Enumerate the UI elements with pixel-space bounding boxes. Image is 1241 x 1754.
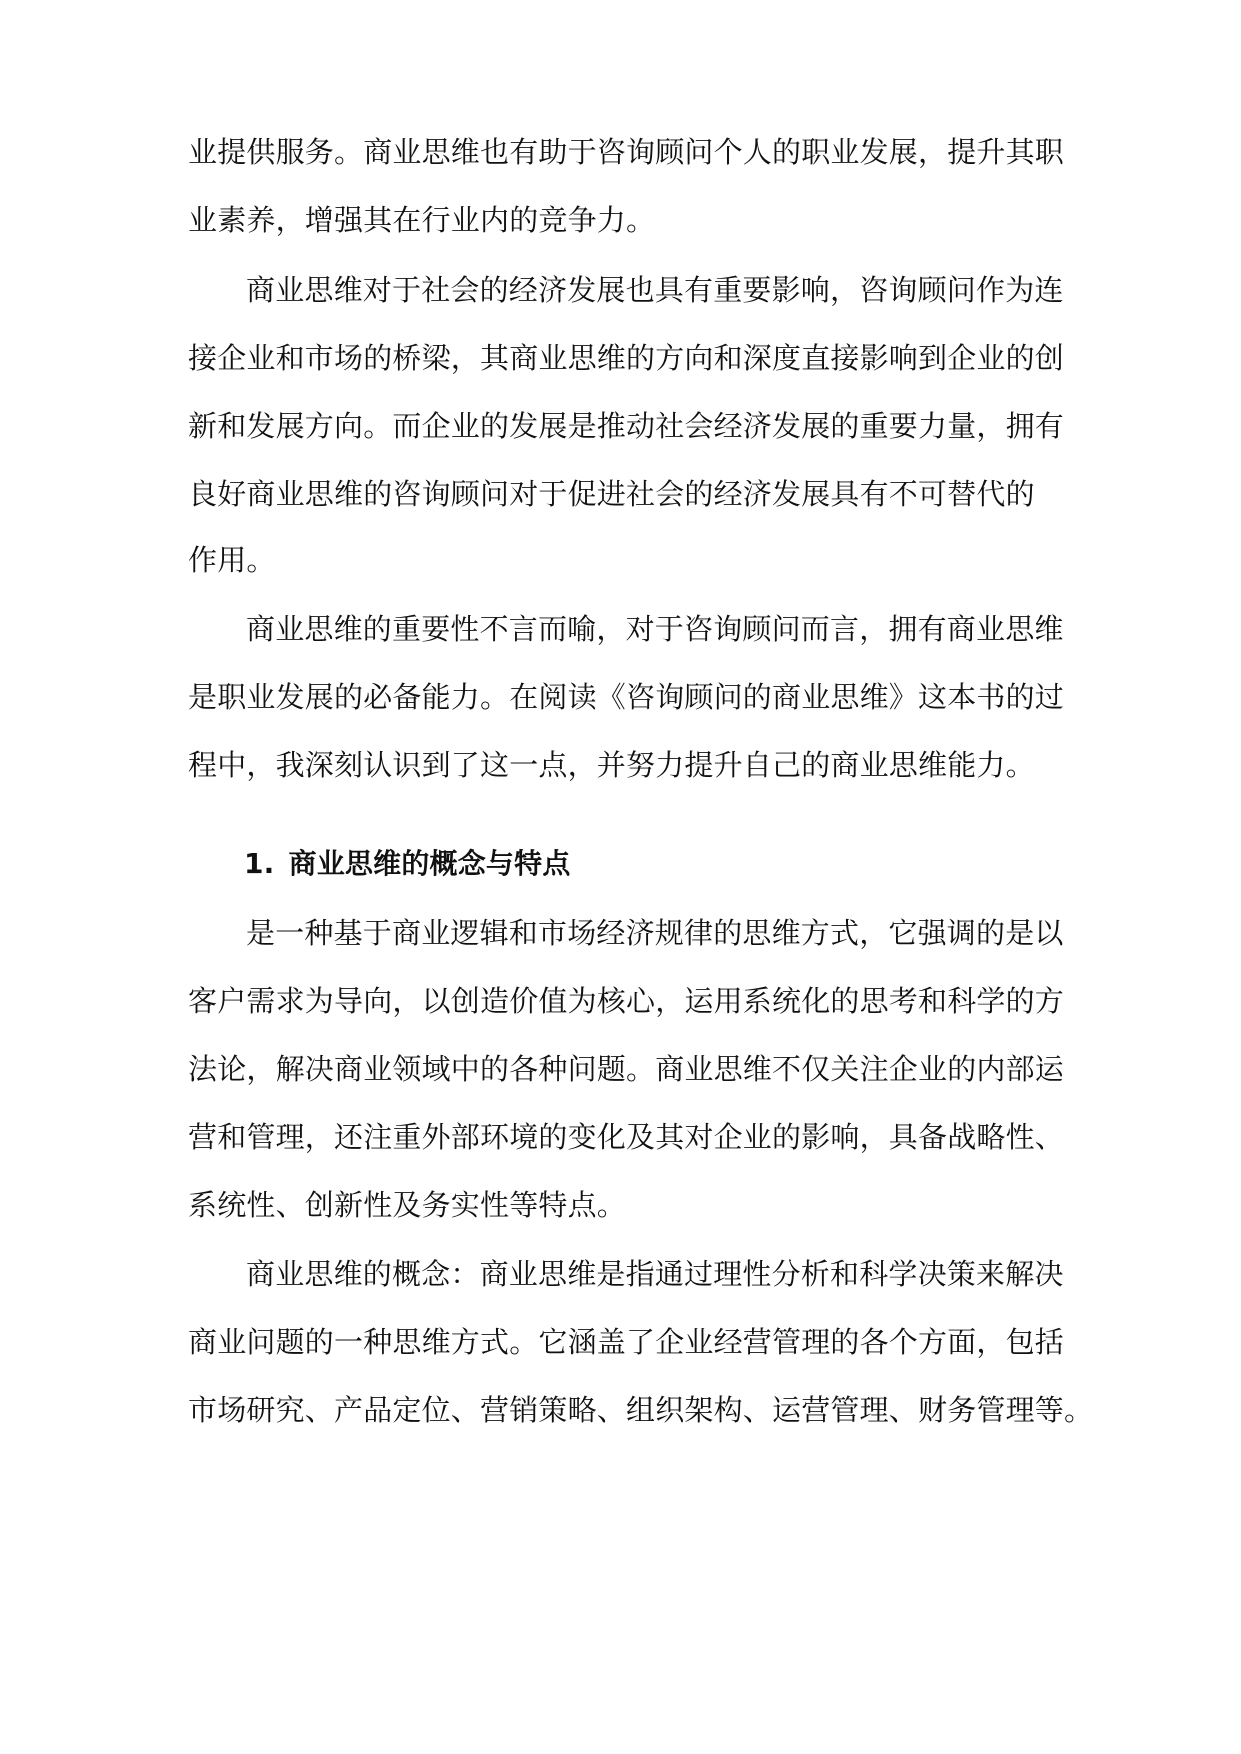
section-heading bbox=[244, 844, 571, 884]
paragraph-2-line-1: 商业思维对于社会的经济发展也具有重要影响，咨询顾问作为连 bbox=[246, 273, 1064, 307]
section-title: 商业思维的概念与特点 bbox=[288, 847, 571, 880]
paragraph-4-line-5: 系统性、创新性及务实性等特点。 bbox=[188, 1188, 627, 1222]
paragraph-4-line-3: 法论，解决商业领域中的各种问题。商业思维不仅关注企业的内部运 bbox=[188, 1052, 1065, 1086]
section-number: 1. bbox=[244, 847, 275, 880]
paragraph-4-line-4: 营和管理，还注重外部环境的变化及其对企业的影响，具备战略性、 bbox=[188, 1120, 1065, 1154]
paragraph-5-line-3: 市场研究、产品定位、营销策略、组织架构、运营管理、财务管理等。 bbox=[188, 1393, 1094, 1427]
paragraph-1-line-1: 业提供服务。商业思维也有助于咨询顾问个人的职业发展，提升其职 bbox=[188, 135, 1065, 169]
paragraph-2-line-3: 新和发展方向。而企业的发展是推动社会经济发展的重要力量，拥有 bbox=[188, 409, 1065, 443]
paragraph-1-line-2: 业素养，增强其在行业内的竞争力。 bbox=[188, 203, 656, 237]
paragraph-3-line-3: 程中，我深刻认识到了这一点，并努力提升自己的商业思维能力。 bbox=[188, 748, 1035, 782]
paragraph-4-line-2: 客户需求为导向，以创造价值为核心，运用系统化的思考和科学的方 bbox=[188, 984, 1065, 1018]
paragraph-2-line-2: 接企业和市场的桥梁，其商业思维的方向和深度直接影响到企业的创 bbox=[188, 341, 1065, 375]
paragraph-3-line-1: 商业思维的重要性不言而喻，对于咨询顾问而言，拥有商业思维 bbox=[246, 612, 1064, 646]
paragraph-5-line-2: 商业问题的一种思维方式。它涵盖了企业经营管理的各个方面，包括 bbox=[188, 1325, 1065, 1359]
paragraph-5-line-1: 商业思维的概念：商业思维是指通过理性分析和科学决策来解决 bbox=[246, 1257, 1064, 1291]
paragraph-2-line-4: 良好商业思维的咨询顾问对于促进社会的经济发展具有不可替代的 bbox=[188, 477, 1035, 511]
paragraph-4-line-1: 是一种基于商业逻辑和市场经济规律的思维方式，它强调的是以 bbox=[246, 916, 1064, 950]
paragraph-3-line-2: 是职业发展的必备能力。在阅读《咨询顾问的商业思维》这本书的过 bbox=[188, 680, 1065, 714]
paragraph-2-line-5: 作用。 bbox=[188, 543, 276, 577]
